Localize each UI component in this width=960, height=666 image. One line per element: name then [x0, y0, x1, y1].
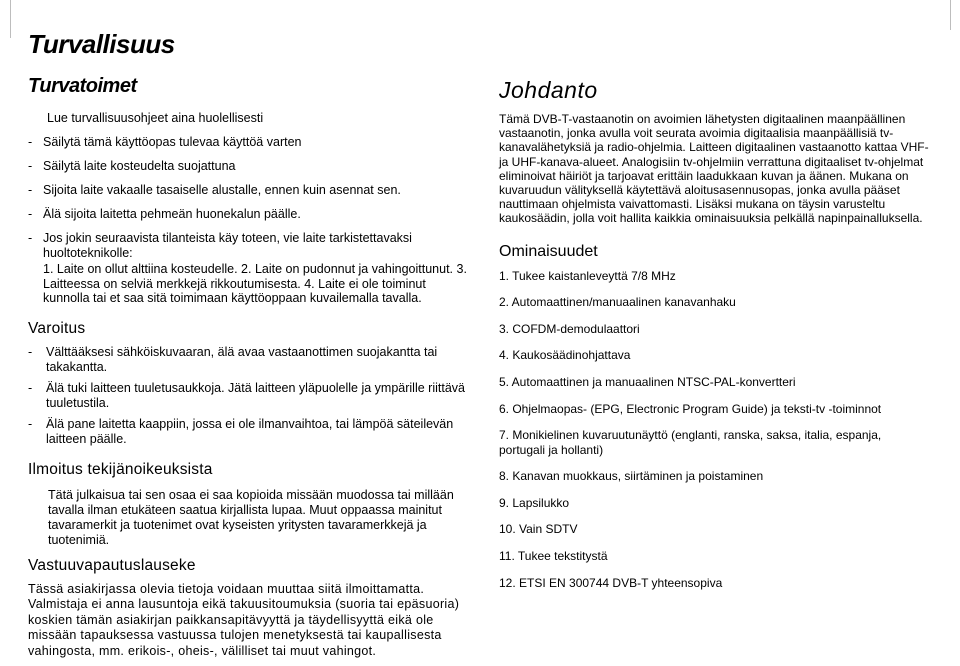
precaution-text: Säilytä tämä käyttöopas tulevaa käyttöä varten: [43, 135, 302, 149]
feature-item: 2. Automaattinen/manuaalinen kanavanhaku: [499, 295, 736, 310]
precautions-intro: Lue turvallisuusohjeet aina huolellisesti: [47, 111, 264, 125]
copyright-text: Tätä julkaisua tai sen osaa ei saa kopioida missään muodossa tai millään tavalla ilman etukäteen saatua kirjallista lupaa. Muut oppaassa mainitut tavaramerkit ja tuotenimet ovat kyseisten yritysten tavaramerkkejä ja tuotenimiä.: [48, 487, 454, 547]
feature-item: 10. Vain SDTV: [499, 522, 578, 537]
feature-item: 4. Kaukosäädinohjattava: [499, 348, 631, 363]
precaution-text: Säilytä laite kosteudelta suojattuna: [43, 159, 236, 173]
section-title-features: Ominaisuudet: [499, 242, 598, 260]
precaution-text: Jos jokin seuraavista tilanteista käy toteen, vie laite tarkistettavaksi huoltoteknikolle:: [43, 231, 412, 260]
section-title-precautions: Turvatoimet: [28, 75, 137, 97]
feature-item: 5. Automaattinen ja manuaalinen NTSC-PAL-konvertteri: [499, 375, 796, 389]
page-edge-line-left: [10, 0, 11, 38]
section-title-warnings: Varoitus: [28, 319, 86, 337]
bullet-dash: -: [28, 231, 33, 245]
warning-item: [28, 381, 468, 411]
page-title: Turvallisuus: [28, 29, 175, 59]
precaution-item: [28, 135, 468, 150]
precaution-item: [28, 159, 468, 174]
bullet-dash: -: [28, 207, 33, 221]
feature-item: 9. Lapsilukko: [499, 495, 570, 510]
feature-item: 6. Ohjelmaopas- (EPG, Electronic Program Guide) ja teksti-tv -toiminnot: [499, 401, 882, 416]
section-title-copyright: Ilmoitus tekijänoikeuksista: [28, 460, 213, 478]
warning-text: Välttääksesi sähköiskuvaaran, älä avaa vastaanottimen suojakantta tai takakantta.: [46, 344, 438, 374]
bullet-dash: -: [28, 416, 33, 431]
features-list: [499, 269, 929, 591]
bullet-dash: -: [28, 183, 33, 197]
feature-item: 1. Tukee kaistanleveyttä 7/8 MHz: [499, 268, 676, 283]
feature-item: 7. Monikielinen kuvaruutunäyttö (englanti, ranska, saksa, italia, espanja, portugali ja hollanti): [499, 428, 882, 458]
warning-text: Älä pane laitetta kaappiin, jossa ei ole ilmanvaihtoa, tai lämpöä säteilevän laitteen päälle.: [46, 416, 454, 446]
introduction-text: Tämä DVB-T-vastaanotin on avoimien lähetysten digitaalinen maanpäällinen vastaanotin, jonka avulla voit seurata avoimia digitaalisia maanpäällisiä tv-kanavalähetyksiä ja radio-ohjelmia. Laitteen digitaalinen vastaanotto kattaa VHF- ja UHF-kanava-alueet. Analogisiin tv-ohjelmiin verrattuna digitaaliset tv-ohjelmat eliminoivat häiriöt ja tarjoavat erittäin laadukkaan kuvan ja äänen. Mukana on kuvaruudun välityksellä käytettävä aloitusasennusopas, jonka avulla pääset nauttimaan ohjelmista vaivattomasti. Lisäksi mukana on täysin varusteltu kaukosäädin, jolla voit hallita kaikkia ominaisuuksia pelkällä napinpainalluksella.: [499, 112, 929, 226]
bullet-dash: -: [28, 159, 33, 173]
safety-column: [28, 28, 468, 659]
precaution-text: Sijoita laite vakaalle tasaiselle alustalle, ennen kuin asennat sen.: [43, 183, 401, 197]
precaution-item: [28, 183, 468, 198]
warning-item: [28, 345, 468, 375]
section-title-disclaimer: Vastuuvapautuslauseke: [28, 556, 196, 574]
service-conditions: 1. Laite on ollut alttiina kosteudelle. 2. Laite on pudonnut ja vahingoittunut. 3. Laitteessa on selviä merkkejä rikkoutumisesta. 4. Laite ei ole toiminut kunnolla tai et saa sitä toimimaan käyttöoppaan kuvailemalla tavalla.: [43, 262, 467, 305]
bullet-dash: -: [28, 380, 33, 395]
section-title-introduction: Johdanto: [499, 77, 598, 103]
warning-text: Älä tuki laitteen tuuletusaukkoja. Jätä laitteen yläpuolelle ja ympärille riittävä tuuletustila.: [46, 380, 465, 410]
introduction-column: [499, 76, 929, 602]
precaution-text: Älä sijoita laitetta pehmeän huonekalun päälle.: [43, 207, 301, 221]
feature-item: 12. ETSI EN 300744 DVB-T yhteensopiva: [499, 575, 723, 590]
feature-item: 3. COFDM-demodulaattori: [499, 321, 640, 336]
bullet-dash: -: [28, 344, 33, 359]
page-edge-line-right: [950, 0, 951, 30]
precaution-item: [28, 207, 468, 222]
feature-item: 11. Tukee tekstitystä: [499, 548, 608, 563]
precaution-item: [28, 231, 468, 261]
feature-item: 8. Kanavan muokkaus, siirtäminen ja poistaminen: [499, 469, 764, 484]
bullet-dash: -: [28, 135, 33, 149]
disclaimer-text: Tässä asiakirjassa olevia tietoja voidaan muuttaa siitä ilmoittamatta. Valmistaja ei anna lausuntoja eikä takuusitoumuksia (suoria tai epäsuoria) koskien tämän asiakirjan paikkansapitävyyttä ja täydellisyyttä eikä ole missään tapauksessa vastuussa tulojen menetyksestä tai kaupallisesta vahingosta, mm. erikois-, oheis-, välilliset tai muut vahingot.: [28, 581, 460, 658]
warning-item: [28, 417, 468, 447]
